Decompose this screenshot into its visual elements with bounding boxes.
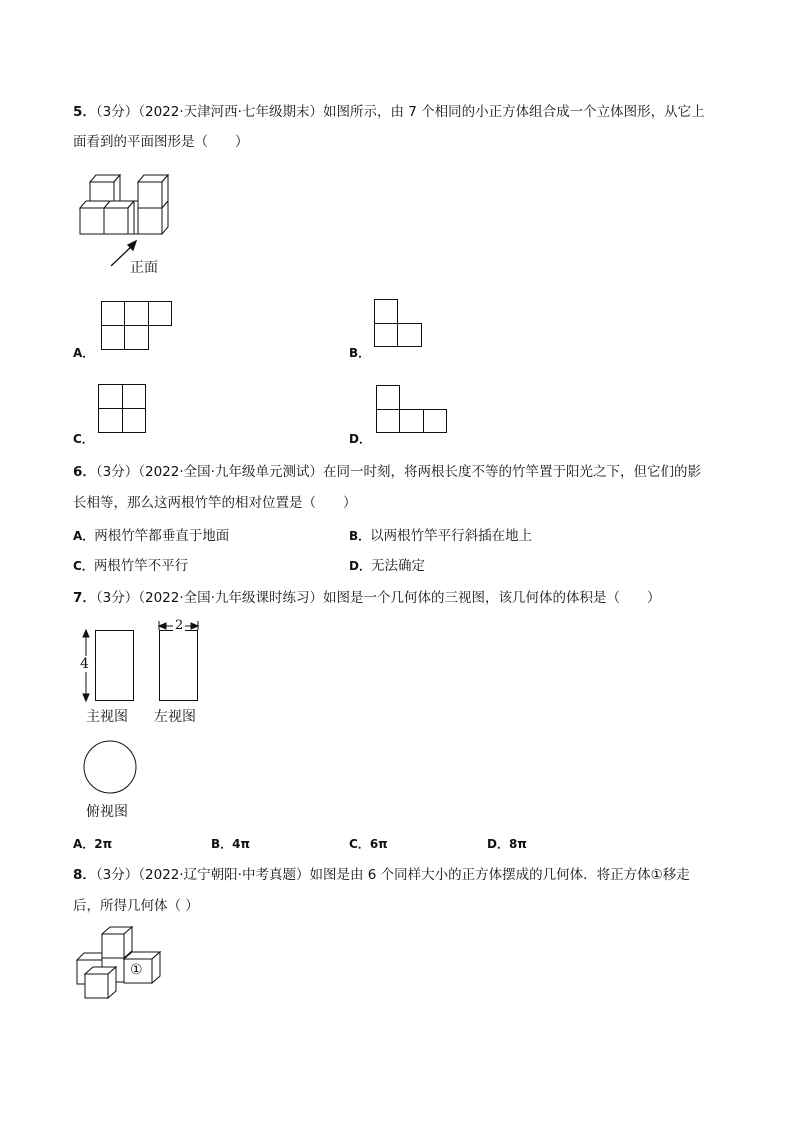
q5-option-c-letter[interactable]: C． (73, 432, 94, 446)
q7-view-left-caption: 左视图 (154, 709, 196, 725)
q6-option-a-letter: A． (73, 529, 95, 543)
q7-source: （2022·全国·九年级课时练习） (138, 590, 323, 606)
q7-view-front-caption: 主视图 (86, 709, 128, 725)
q7-option-b-letter: B． (211, 837, 233, 851)
q5-stem-line1 (73, 103, 705, 121)
q7-number: 7． (73, 590, 96, 606)
q7-top-view (83, 740, 139, 796)
q7-option-c-letter: C． (349, 837, 370, 851)
q6-option-d-text: 无法确定 (370, 558, 425, 574)
q6-text-1: 在同一时刻，将两根长度不等的竹竿置于阳光之下，但它们的影 (322, 464, 701, 480)
q7-points: （3分） (95, 590, 139, 606)
q6-option-a-text: 两根竹竿都垂直于地面 (94, 528, 230, 544)
q7-stem-line1 (73, 589, 660, 607)
q7-option-d-letter: D． (487, 837, 509, 851)
q7-option-c-text: 6π (369, 837, 388, 851)
q6-option-c[interactable] (73, 557, 188, 575)
q8-text-2: 后，所得几何体（ ） (73, 898, 199, 914)
q6-number: 6． (73, 464, 96, 480)
q5-option-b-letter[interactable]: B． (349, 346, 371, 360)
q5-text-1: 如图所示，由 7 个相同的小正方体组合成一个立体图形，从它上 (322, 104, 705, 120)
q7-option-a[interactable] (73, 835, 112, 853)
q7-option-d-text: 8π (508, 837, 527, 851)
q8-stem-line1 (73, 866, 690, 884)
q8-source: （2022·辽宁朝阳·中考真题） (138, 867, 310, 883)
q7-option-d[interactable] (487, 835, 527, 853)
q8-text-1: 如图是由 6 个同样大小的正方体摆成的几何体．将正方体①移走 (309, 867, 690, 883)
q5-source: （2022·天津河西·七年级期末） (138, 104, 323, 120)
q7-dim-height: 4 (80, 656, 89, 672)
q5-option-d-letter[interactable]: D． (349, 432, 371, 446)
q5-option-c-grid[interactable] (98, 384, 147, 434)
q6-option-b-text: 以两根竹竿平行斜插在地上 (370, 528, 533, 544)
q7-option-a-text: 2π (94, 837, 113, 851)
q8-points: （3分） (95, 867, 139, 883)
q8-solid-figure (74, 926, 164, 1006)
q5-number: 5． (73, 104, 96, 120)
q7-view-top-caption: 俯视图 (86, 804, 128, 820)
q7-text-1: 如图是一个几何体的三视图，该几何体的体积是（ ） (322, 590, 661, 606)
q7-dim-width: 2 (175, 618, 184, 633)
q6-text-2: 长相等，那么这两根竹竿的相对位置是（ ） (73, 495, 357, 511)
q6-option-d-letter: D． (349, 559, 371, 573)
q5-solid-figure (78, 170, 188, 245)
q7-option-c[interactable] (349, 835, 388, 853)
q6-option-b[interactable] (349, 527, 532, 545)
q5-option-d-grid[interactable] (376, 385, 447, 434)
q5-option-a-grid[interactable] (101, 301, 173, 350)
q7-option-a-letter: A． (73, 837, 95, 851)
q7-option-b-text: 4π (232, 837, 250, 851)
q6-option-a[interactable] (73, 527, 229, 545)
q8-number: 8． (73, 867, 96, 883)
q6-option-d[interactable] (349, 557, 425, 575)
q6-points: （3分） (95, 464, 139, 480)
q5-text-2: 面看到的平面图形是（ ） (73, 134, 249, 150)
q6-option-c-letter: C． (73, 559, 94, 573)
q5-front-label: 正面 (130, 260, 158, 276)
q7-option-b[interactable] (211, 835, 250, 853)
q6-option-b-letter: B． (349, 529, 371, 543)
q5-option-b-grid[interactable] (374, 299, 423, 348)
q5-points: （3分） (95, 104, 139, 120)
q6-source: （2022·全国·九年级单元测试） (138, 464, 323, 480)
q8-cube-label: ① (130, 962, 143, 978)
q5-option-a-letter[interactable]: A． (73, 346, 95, 360)
q6-stem-line1 (73, 463, 701, 481)
q6-option-c-text: 两根竹竿不平行 (93, 558, 189, 574)
